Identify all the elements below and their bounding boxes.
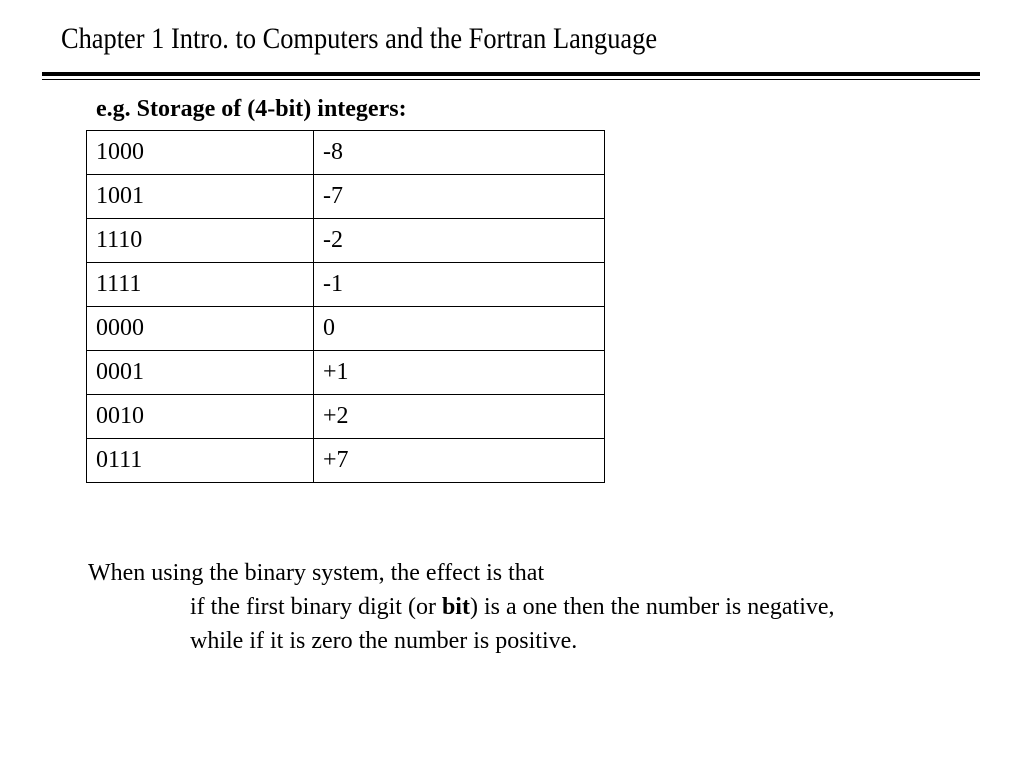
value-cell: +7 [314, 439, 605, 483]
table-row [87, 219, 605, 263]
table-caption: e.g. Storage of (4-bit) integers: [96, 96, 407, 122]
bits-cell: 1000 [87, 131, 314, 175]
bits-cell: 0111 [87, 439, 314, 483]
table-row [87, 263, 605, 307]
bits-cell: 1001 [87, 175, 314, 219]
explanation-line-2-start: if the first binary digit (or [190, 594, 442, 620]
value-cell: -8 [314, 131, 605, 175]
table-row [87, 307, 605, 351]
value-cell: -1 [314, 263, 605, 307]
value-cell: 0 [314, 307, 605, 351]
bit-term: bit [441, 594, 470, 620]
explanation-line-3: while if it is zero the number is positive. [190, 628, 578, 654]
slide-title: Chapter 1 Intro. to Computers and the Fortran Language [61, 22, 658, 55]
table-row [87, 395, 605, 439]
explanation-line-1: When using the binary system, the effect is that [88, 560, 545, 586]
explanation-text [88, 556, 835, 658]
bits-cell: 0001 [87, 351, 314, 395]
value-cell: +2 [314, 395, 605, 439]
table-row [87, 131, 605, 175]
table-row [87, 351, 605, 395]
explanation-line-2 [88, 590, 835, 624]
binary-integer-table [86, 130, 605, 483]
table-row [87, 175, 605, 219]
value-cell: +1 [314, 351, 605, 395]
bits-cell: 0000 [87, 307, 314, 351]
value-cell: -7 [314, 175, 605, 219]
bits-cell: 1110 [87, 219, 314, 263]
bits-cell: 0010 [87, 395, 314, 439]
table-row [87, 439, 605, 483]
bits-cell: 1111 [87, 263, 314, 307]
value-cell: -2 [314, 219, 605, 263]
title-rule-thin [42, 79, 980, 80]
explanation-line-2-end: ) is a one then the number is negative, [469, 594, 835, 620]
title-rule-thick [42, 72, 980, 76]
